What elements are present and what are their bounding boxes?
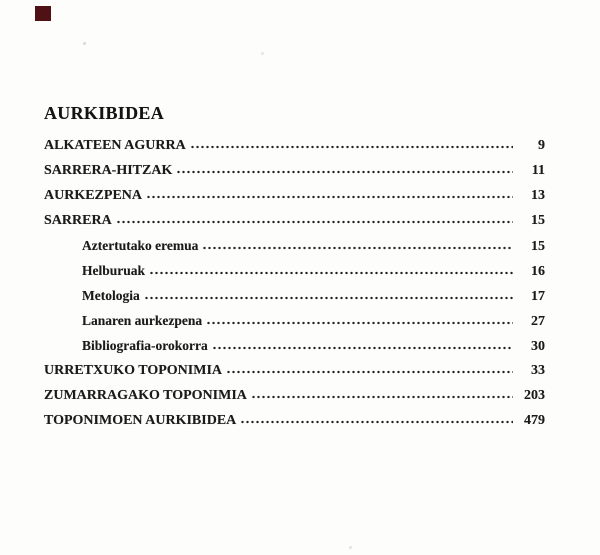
dot-leader <box>226 370 513 374</box>
toc-entry <box>44 308 545 333</box>
scan-speck <box>83 42 86 45</box>
dot-leader <box>240 420 513 424</box>
toc-entry <box>44 208 545 233</box>
table-of-contents <box>44 133 545 433</box>
toc-entry-label: Bibliografia-orokorra <box>82 338 208 353</box>
toc-entry-label: TOPONIMOEN AURKIBIDEA <box>44 413 237 428</box>
toc-entry-page-number: 27 <box>531 314 545 329</box>
toc-entry-page-number: 479 <box>524 413 545 428</box>
dot-leader <box>116 220 513 224</box>
toc-entry-page-number: 11 <box>531 163 545 178</box>
dot-leader <box>149 271 513 275</box>
toc-entry-page-number: 30 <box>531 339 545 354</box>
dot-leader <box>144 296 513 300</box>
toc-entry-page-number: 33 <box>531 363 545 378</box>
scan-speck <box>261 52 264 55</box>
toc-entry-label: Aztertutako eremua <box>82 238 199 253</box>
toc-entry-label: AURKEZPENA <box>44 188 143 203</box>
dot-leader <box>176 170 513 174</box>
toc-entry-label: ZUMARRAGAKO TOPONIMIA <box>44 388 247 403</box>
toc-entry <box>44 133 545 158</box>
toc-entry <box>44 383 545 408</box>
toc-entry-label: Helburuak <box>82 263 146 278</box>
toc-entry <box>44 183 545 208</box>
dot-leader <box>146 195 513 199</box>
toc-entry <box>44 408 545 433</box>
toc-entry-label: Lanaren aurkezpena <box>82 313 203 328</box>
toc-entry-page-number: 16 <box>531 264 545 279</box>
toc-entry <box>44 358 545 383</box>
toc-entry-label: SARRERA-HITZAK <box>44 163 173 178</box>
toc-entry <box>44 333 545 358</box>
toc-entry <box>44 283 545 308</box>
toc-entry <box>44 233 545 258</box>
toc-entry <box>44 158 545 183</box>
dot-leader <box>202 246 513 250</box>
toc-entry-label: URRETXUKO TOPONIMIA <box>44 363 223 378</box>
toc-entry-label: ALKATEEN AGURRA <box>44 138 186 153</box>
corner-mark <box>35 6 51 21</box>
toc-entry-page-number: 15 <box>531 213 545 228</box>
toc-entry-page-number: 9 <box>538 138 545 153</box>
page-title: AURKIBIDEA <box>44 103 165 124</box>
dot-leader <box>212 346 513 350</box>
scan-speck <box>349 546 352 549</box>
dot-leader <box>251 395 513 399</box>
toc-entry-page-number: 15 <box>531 239 545 254</box>
toc-entry <box>44 258 545 283</box>
dot-leader <box>206 321 513 325</box>
toc-entry-page-number: 17 <box>531 289 545 304</box>
dot-leader <box>190 145 513 149</box>
toc-entry-page-number: 203 <box>524 388 545 403</box>
toc-entry-label: Metologia <box>82 288 140 303</box>
toc-entry-label: SARRERA <box>44 213 112 228</box>
toc-entry-page-number: 13 <box>531 188 545 203</box>
